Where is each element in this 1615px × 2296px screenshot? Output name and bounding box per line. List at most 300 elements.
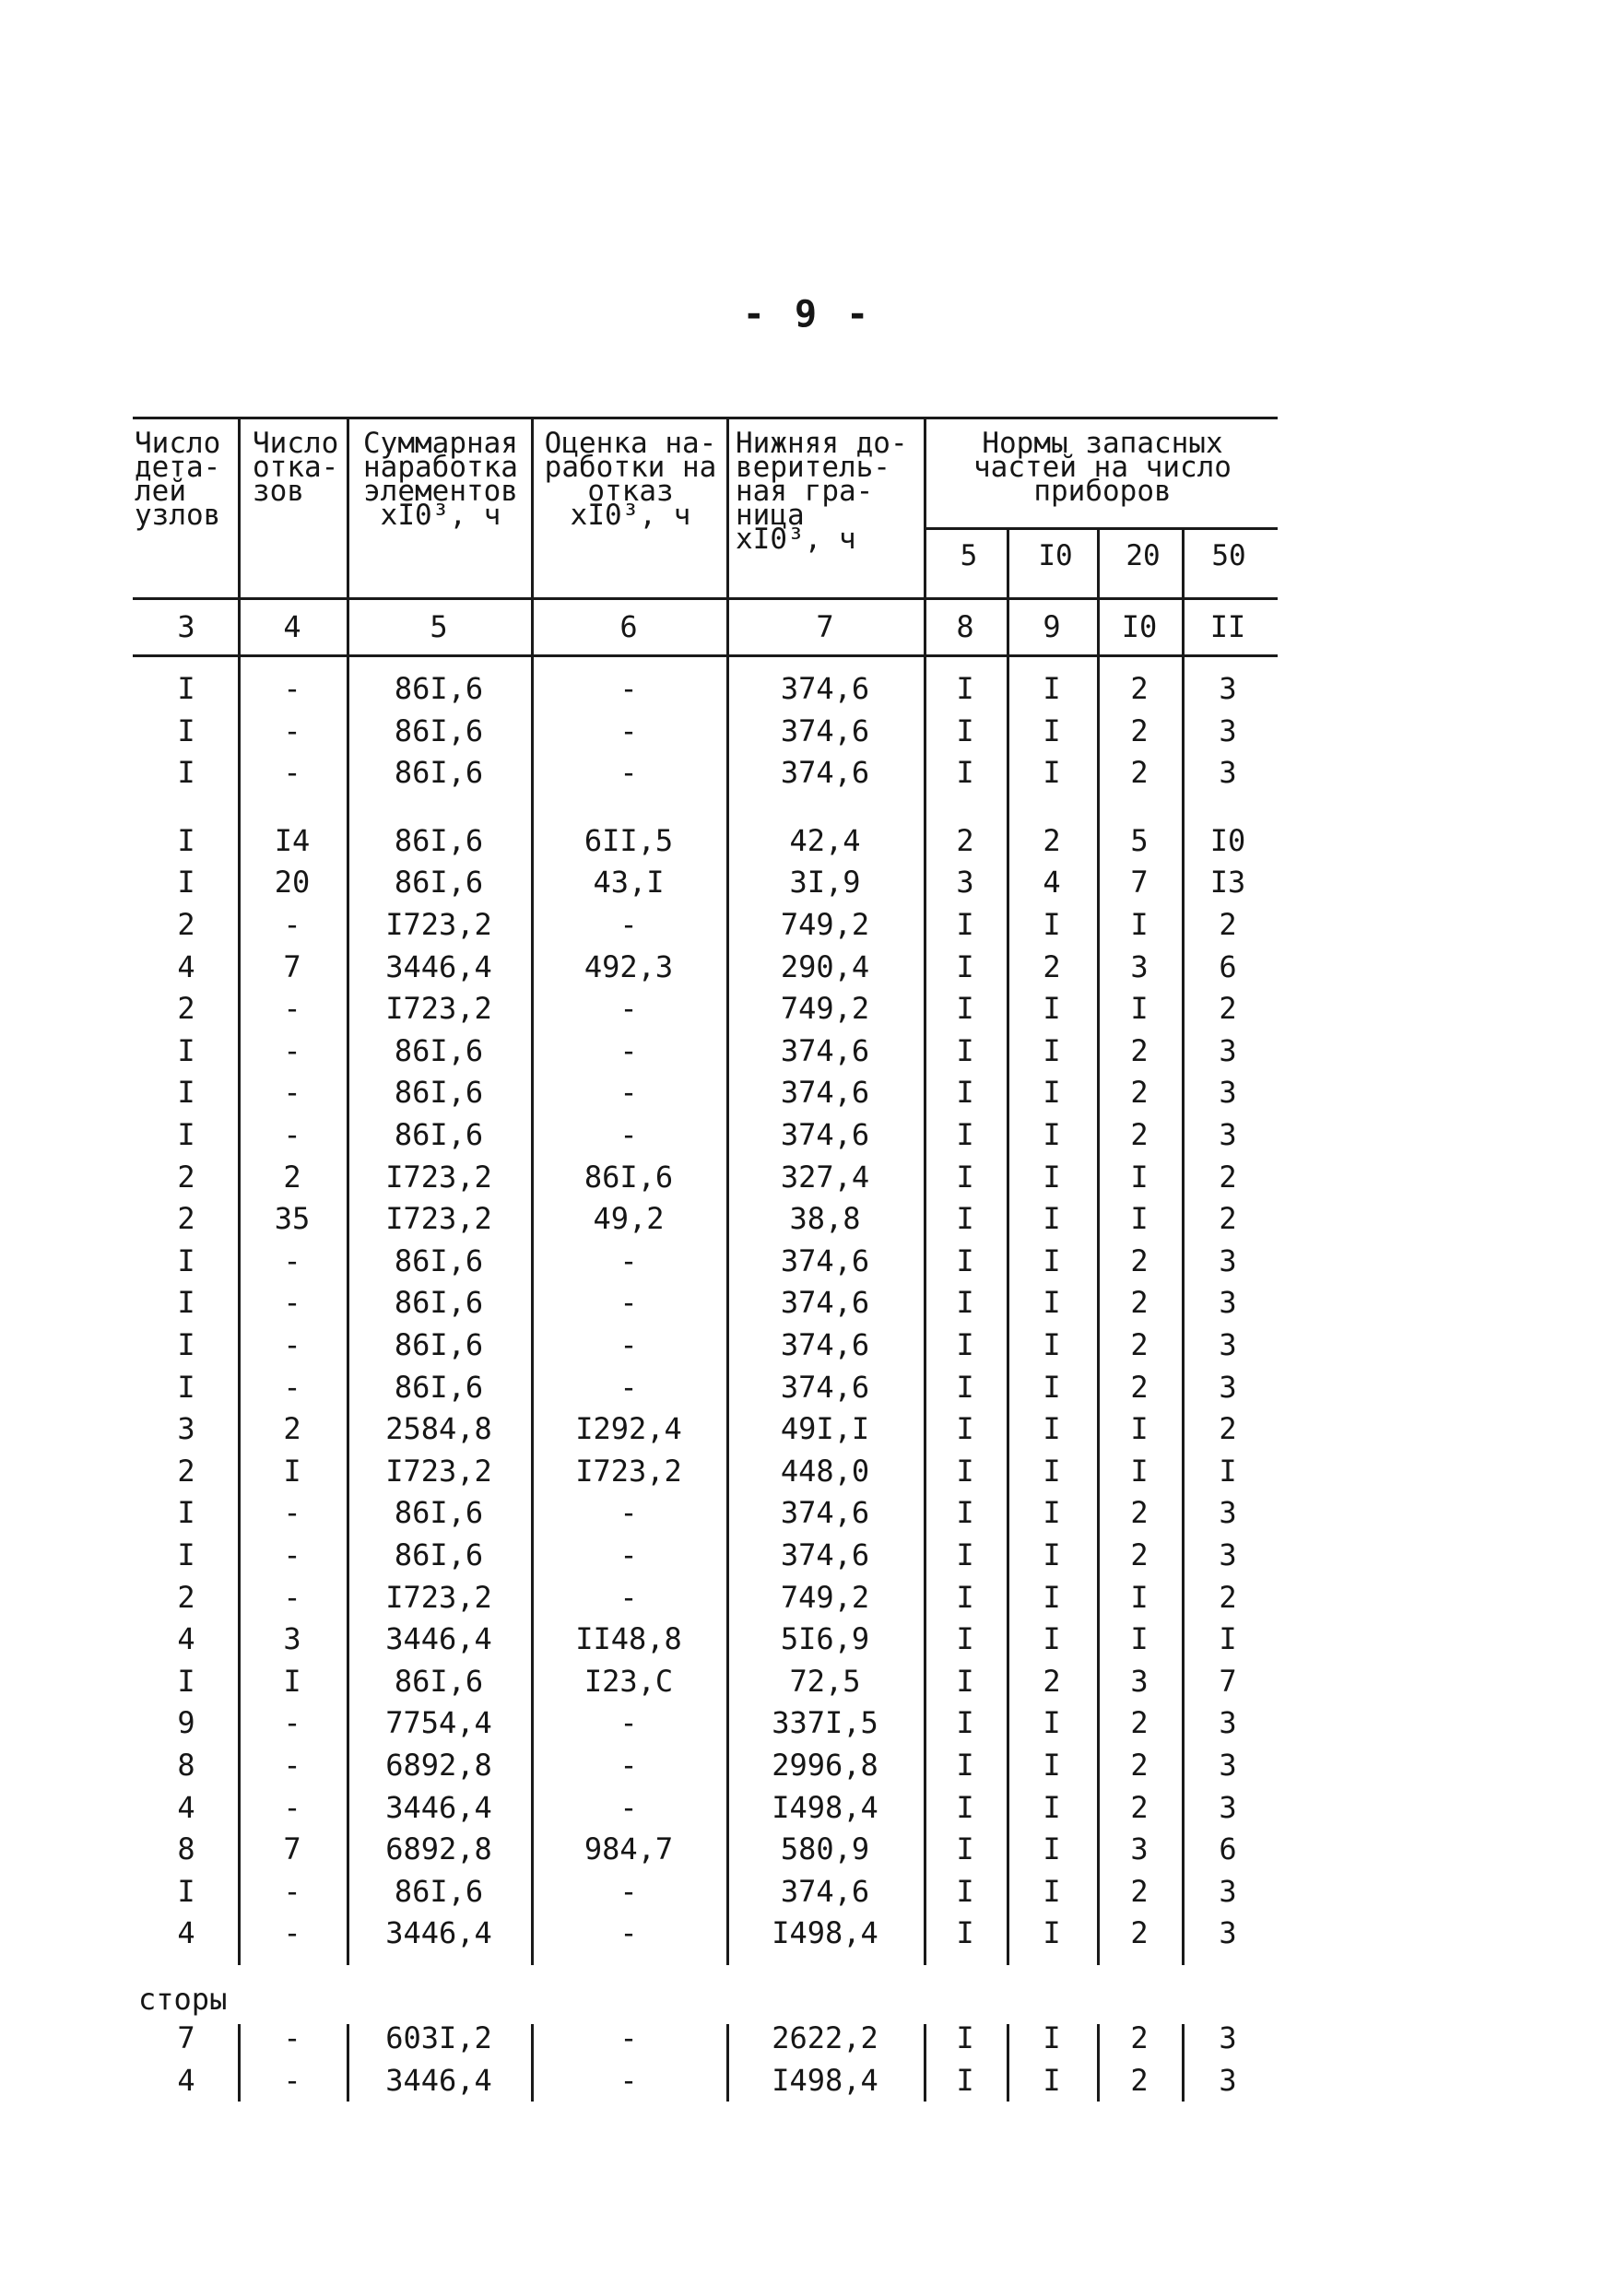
table-cell: I498,4: [772, 1915, 878, 1950]
table-cell: 749,2: [780, 1580, 870, 1615]
section-divider-8: [1182, 2024, 1185, 2102]
header-norm-10: I0: [1038, 539, 1073, 572]
table-cell: 86I,6: [394, 1664, 484, 1699]
table-cell: 86I,6: [394, 823, 484, 858]
table-cell: I: [956, 1748, 974, 1783]
table-cell: -: [619, 1748, 638, 1783]
table-cell: 7: [1219, 1664, 1237, 1699]
table-cell: 749,2: [780, 991, 870, 1026]
table-cell: 374,6: [780, 1243, 870, 1278]
column-number: 5: [430, 609, 448, 644]
table-cell: I: [956, 2063, 974, 2098]
table-cell: I: [956, 1370, 974, 1405]
table-cell: I: [1043, 1454, 1061, 1489]
table-cell: 448,0: [780, 1454, 870, 1489]
table-cell: I: [1043, 1243, 1061, 1278]
table-cell: I: [177, 1033, 195, 1068]
table-cell: 3: [1219, 1285, 1237, 1320]
table-cell: I: [956, 1075, 974, 1110]
table-cell: 3: [1219, 1033, 1237, 1068]
table-cell: I: [1043, 1621, 1061, 1656]
table-cell: -: [283, 1075, 301, 1110]
col-divider-1: [238, 417, 241, 1965]
table-cell: I: [956, 1117, 974, 1152]
table-cell: 49I,I: [780, 1411, 870, 1446]
table-cell: 6II,5: [584, 823, 674, 858]
header-col-6: Оценка на- работки на отказ xI0³, ч: [544, 427, 717, 532]
table-cell: 86I,6: [394, 1370, 484, 1405]
table-cell: 2: [1219, 991, 1237, 1026]
table-cell: 749,2: [780, 907, 870, 942]
col-divider-3: [531, 417, 534, 1965]
table-cell: -: [619, 1075, 638, 1110]
table-cell: -: [619, 1790, 638, 1825]
table-cell: 42,4: [789, 823, 861, 858]
table-cell: I: [1043, 1874, 1061, 1909]
table-cell: 2: [1130, 1243, 1149, 1278]
header-norm-50: 50: [1211, 539, 1246, 572]
table-cell: I: [177, 713, 195, 748]
table-cell: II48,8: [575, 1621, 682, 1656]
table-cell: I: [956, 1705, 974, 1740]
table-cell: -: [619, 1285, 638, 1320]
table-cell: I: [1043, 1117, 1061, 1152]
table-cell: I: [1043, 907, 1061, 942]
col-divider-8: [1182, 527, 1185, 1965]
table-cell: 580,9: [780, 1831, 870, 1866]
table-cell: I: [956, 2020, 974, 2055]
table-cell: 3: [1219, 1874, 1237, 1909]
table-cell: 3: [1219, 2020, 1237, 2055]
table-cell: 5: [1130, 823, 1149, 858]
table-cell: I723,2: [385, 991, 492, 1026]
table-cell: I: [1219, 1621, 1237, 1656]
table-cell: I: [1043, 671, 1061, 706]
table-cell: 374,6: [780, 713, 870, 748]
table-cell: I: [1043, 991, 1061, 1026]
table-cell: I723,2: [385, 907, 492, 942]
table-cell: I498,4: [772, 2063, 878, 2098]
table-cell: 2: [1130, 1705, 1149, 1740]
table-cell: I723,2: [385, 1454, 492, 1489]
column-number: 6: [619, 609, 638, 644]
table-cell: 86I,6: [394, 1033, 484, 1068]
table-cell: I: [1043, 1411, 1061, 1446]
table-cell: 3446,4: [385, 949, 492, 984]
column-number: 9: [1043, 609, 1061, 644]
table-cell: 3: [1219, 1790, 1237, 1825]
table-cell: 2: [1130, 755, 1149, 790]
table-cell: I: [1043, 1285, 1061, 1320]
table-cell: I: [283, 1454, 301, 1489]
table-cell: 3446,4: [385, 1621, 492, 1656]
table-cell: -: [283, 1495, 301, 1530]
section-divider-1: [238, 2024, 241, 2102]
header-col-4: Число отка- зов: [253, 427, 339, 508]
table-cell: 2: [177, 1160, 195, 1195]
table-cell: I4: [274, 823, 311, 858]
table-cell: 374,6: [780, 1033, 870, 1068]
table-cell: 43,I: [593, 865, 665, 900]
table-cell: I: [177, 1285, 195, 1320]
table-cell: I: [1043, 2020, 1061, 2055]
table-cell: 374,6: [780, 1370, 870, 1405]
table-cell: 2: [1219, 1160, 1237, 1195]
table-cell: 2: [1130, 2063, 1149, 2098]
table-cell: 374,6: [780, 1327, 870, 1362]
table-cell: I: [956, 1243, 974, 1278]
table-cell: -: [619, 671, 638, 706]
table-cell: 3: [1219, 1075, 1237, 1110]
table-cell: I: [1130, 991, 1149, 1026]
table-cell: -: [619, 1705, 638, 1740]
table-cell: I: [1043, 1370, 1061, 1405]
table-cell: 2: [1130, 1075, 1149, 1110]
table-cell: 6892,8: [385, 1748, 492, 1783]
table-cell: I: [1130, 1621, 1149, 1656]
table-cell: 2: [1130, 1285, 1149, 1320]
section-divider-4: [726, 2024, 729, 2102]
table-cell: I: [956, 1033, 974, 1068]
table-cell: 4: [177, 1915, 195, 1950]
table-cell: -: [283, 2063, 301, 2098]
table-cell: 7754,4: [385, 1705, 492, 1740]
table-cell: I: [956, 1160, 974, 1195]
table-cell: I: [956, 1664, 974, 1699]
table-cell: -: [283, 2020, 301, 2055]
table-cell: I: [956, 907, 974, 942]
table-cell: I: [1043, 1201, 1061, 1236]
header-norm-5: 5: [960, 539, 978, 572]
table-cell: 86I,6: [584, 1160, 674, 1195]
table-cell: I: [956, 1537, 974, 1572]
table-cell: I: [177, 1664, 195, 1699]
table-cell: I: [1130, 1411, 1149, 1446]
table-cell: I: [1043, 1580, 1061, 1615]
table-cell: 3: [1219, 1117, 1237, 1152]
table-cell: -: [283, 1580, 301, 1615]
table-cell: 2996,8: [772, 1748, 878, 1783]
header-norm-20: 20: [1126, 539, 1161, 572]
table-cell: 2: [1219, 1411, 1237, 1446]
table-cell: -: [283, 1705, 301, 1740]
table-cell: I: [1130, 1454, 1149, 1489]
table-cell: -: [283, 1285, 301, 1320]
table-cell: 374,6: [780, 1075, 870, 1110]
table-cell: -: [283, 1033, 301, 1068]
table-cell: I: [1043, 713, 1061, 748]
table-cell: I: [956, 1201, 974, 1236]
section-divider-2: [347, 2024, 349, 2102]
table-cell: 2: [1043, 823, 1061, 858]
header-norms: Нормы запасных частей на число приборов: [973, 427, 1232, 508]
table-cell: 2: [283, 1160, 301, 1195]
table-cell: 3: [1219, 1748, 1237, 1783]
table-cell: 2: [1130, 1117, 1149, 1152]
table-cell: 6: [1219, 1831, 1237, 1866]
table-cell: I498,4: [772, 1790, 878, 1825]
table-cell: 374,6: [780, 1495, 870, 1530]
table-cell: 2: [1219, 1201, 1237, 1236]
table-cell: I: [1043, 1915, 1061, 1950]
table-cell: I: [177, 865, 195, 900]
table-cell: I: [1130, 1580, 1149, 1615]
table-cell: I: [177, 1495, 195, 1530]
table-cell: -: [283, 991, 301, 1026]
table-cell: -: [283, 1243, 301, 1278]
table-cell: I: [956, 1580, 974, 1615]
table-cell: 374,6: [780, 755, 870, 790]
table-cell: 3446,4: [385, 2063, 492, 2098]
col-divider-6: [1007, 527, 1009, 1965]
table-cell: 7: [1130, 865, 1149, 900]
table-cell: 2: [1130, 1790, 1149, 1825]
table-cell: 2: [1130, 1370, 1149, 1405]
table-cell: 984,7: [584, 1831, 674, 1866]
table-cell: -: [283, 1748, 301, 1783]
header-col-5: Суммарная наработка элементов xI0³, ч: [363, 427, 518, 532]
table-cell: I: [177, 671, 195, 706]
table-cell: -: [619, 1537, 638, 1572]
table-cell: 2: [177, 907, 195, 942]
table-cell: 374,6: [780, 1285, 870, 1320]
table-cell: -: [283, 1537, 301, 1572]
table-cell: 3: [1219, 1243, 1237, 1278]
table-cell: -: [283, 755, 301, 790]
table-cell: 7: [283, 949, 301, 984]
table-cell: -: [283, 1117, 301, 1152]
table-cell: 3446,4: [385, 1790, 492, 1825]
table-cell: -: [619, 2020, 638, 2055]
table-cell: I: [177, 1370, 195, 1405]
column-number: 8: [956, 609, 974, 644]
table-top-rule: [133, 417, 1278, 419]
column-number: 4: [283, 609, 301, 644]
table-cell: 3: [1219, 1537, 1237, 1572]
section-divider-3: [531, 2024, 534, 2102]
table-cell: 2: [1043, 949, 1061, 984]
table-cell: 2: [177, 991, 195, 1026]
table-cell: I: [1043, 1537, 1061, 1572]
table-cell: -: [283, 1790, 301, 1825]
table-cell: I: [1130, 1201, 1149, 1236]
table-cell: 86I,6: [394, 1874, 484, 1909]
table-cell: 35: [274, 1201, 311, 1236]
table-cell: 337I,5: [772, 1705, 878, 1740]
table-cell: I: [956, 713, 974, 748]
section-divider-6: [1007, 2024, 1009, 2102]
table-cell: 3446,4: [385, 1915, 492, 1950]
table-cell: -: [283, 1915, 301, 1950]
table-cell: I: [1219, 1454, 1237, 1489]
table-cell: -: [283, 671, 301, 706]
table-cell: 3: [177, 1411, 195, 1446]
table-cell: I: [956, 991, 974, 1026]
table-cell: 2: [1130, 713, 1149, 748]
col-divider-5: [924, 417, 926, 1965]
table-cell: 3: [1219, 1370, 1237, 1405]
table-cell: I: [177, 755, 195, 790]
table-cell: 4: [1043, 865, 1061, 900]
table-cell: 2: [1130, 1537, 1149, 1572]
table-cell: 374,6: [780, 1874, 870, 1909]
table-cell: 38,8: [789, 1201, 861, 1236]
table-cell: 3: [1130, 1664, 1149, 1699]
table-cell: 2: [1219, 1580, 1237, 1615]
table-cell: 492,3: [584, 949, 674, 984]
table-cell: -: [619, 2063, 638, 2098]
table-cell: I723,2: [385, 1160, 492, 1195]
table-cell: I3: [1209, 865, 1246, 900]
table-cell: 3: [1130, 949, 1149, 984]
table-cell: 2: [1130, 1495, 1149, 1530]
header-col-3: Число дета- лей узлов: [135, 427, 221, 532]
table-cell: 3: [1219, 671, 1237, 706]
table-cell: 86I,6: [394, 755, 484, 790]
table-cell: 6: [1219, 949, 1237, 984]
table-cell: -: [619, 1327, 638, 1362]
table-cell: 7: [177, 2020, 195, 2055]
table-cell: I723,2: [385, 1580, 492, 1615]
table-cell: 49,2: [593, 1201, 665, 1236]
table-cell: I: [283, 1664, 301, 1699]
table-cell: 9: [177, 1705, 195, 1740]
table-cell: 3: [283, 1621, 301, 1656]
table-cell: 86I,6: [394, 1327, 484, 1362]
col-divider-7: [1097, 527, 1100, 1965]
section-divider-5: [924, 2024, 926, 2102]
table-cell: I: [956, 1790, 974, 1825]
table-cell: I: [177, 1327, 195, 1362]
table-cell: 3: [1219, 1915, 1237, 1950]
table-cell: I23,C: [584, 1664, 674, 1699]
table-cell: 2: [1130, 671, 1149, 706]
col-divider-4: [726, 417, 729, 1965]
table-cell: I: [1043, 1160, 1061, 1195]
table-cell: 4: [177, 1790, 195, 1825]
table-cell: I: [1043, 1327, 1061, 1362]
table-cell: 2: [283, 1411, 301, 1446]
table-cell: 7: [283, 1831, 301, 1866]
table-cell: I: [1043, 1790, 1061, 1825]
table-cell: I0: [1209, 823, 1246, 858]
column-number: I0: [1121, 609, 1158, 644]
table-cell: 4: [177, 2063, 195, 2098]
table-cell: I: [1130, 907, 1149, 942]
table-cell: 2: [177, 1580, 195, 1615]
table-cell: I: [956, 1621, 974, 1656]
table-cell: I: [956, 1495, 974, 1530]
table-cell: 86I,6: [394, 865, 484, 900]
table-cell: I: [1043, 1033, 1061, 1068]
table-cell: -: [619, 907, 638, 942]
table-cell: 374,6: [780, 1117, 870, 1152]
table-cell: 327,4: [780, 1160, 870, 1195]
table-cell: 3: [1219, 2063, 1237, 2098]
table-cell: -: [619, 1580, 638, 1615]
table-cell: I: [956, 671, 974, 706]
table-cell: 2: [1130, 1748, 1149, 1783]
table-cell: 2: [177, 1454, 195, 1489]
table-cell: -: [283, 1370, 301, 1405]
table-cell: I: [1043, 755, 1061, 790]
table-cell: 2: [1130, 1327, 1149, 1362]
table-cell: 4: [177, 949, 195, 984]
table-cell: 3: [1219, 1705, 1237, 1740]
table-cell: 2: [1130, 1915, 1149, 1950]
table-cell: I723,2: [575, 1454, 682, 1489]
table-cell: 6892,8: [385, 1831, 492, 1866]
col-divider-2: [347, 417, 349, 1965]
table-cell: -: [619, 1243, 638, 1278]
table-cell: 8: [177, 1748, 195, 1783]
table-cell: 86I,6: [394, 1243, 484, 1278]
table-cell: -: [283, 713, 301, 748]
table-cell: -: [619, 713, 638, 748]
table-cell: 374,6: [780, 671, 870, 706]
table-cell: 86I,6: [394, 1285, 484, 1320]
table-cell: I: [1043, 1705, 1061, 1740]
table-cell: -: [619, 1033, 638, 1068]
table-cell: 3I,9: [789, 865, 861, 900]
table-cell: I: [956, 1454, 974, 1489]
table-cell: I: [956, 949, 974, 984]
table-cell: -: [619, 1915, 638, 1950]
table-cell: 2: [1043, 1664, 1061, 1699]
table-cell: 2: [177, 1201, 195, 1236]
table-cell: 2: [1130, 2020, 1149, 2055]
table-cell: I: [1043, 1075, 1061, 1110]
table-cell: 86I,6: [394, 1075, 484, 1110]
table-cell: I: [956, 1285, 974, 1320]
table-cell: 2: [1130, 1033, 1149, 1068]
table-cell: I: [1043, 1495, 1061, 1530]
table-cell: 20: [274, 865, 311, 900]
header-bottom-rule: [133, 597, 1278, 600]
table-cell: 2: [956, 823, 974, 858]
section-divider-7: [1097, 2024, 1100, 2102]
table-cell: 86I,6: [394, 713, 484, 748]
table-cell: I723,2: [385, 1201, 492, 1236]
page-number: - 9 -: [742, 293, 873, 336]
colnum-bottom-rule: [133, 654, 1278, 657]
table-cell: 5I6,9: [780, 1621, 870, 1656]
table-cell: I292,4: [575, 1411, 682, 1446]
table-cell: 3: [1219, 713, 1237, 748]
table-cell: I: [1043, 1748, 1061, 1783]
norms-subheader-rule: [925, 527, 1278, 530]
column-number: 7: [816, 609, 834, 644]
table-cell: -: [283, 1327, 301, 1362]
table-cell: 603I,2: [385, 2020, 492, 2055]
table-cell: 3: [1219, 1327, 1237, 1362]
table-cell: 3: [956, 865, 974, 900]
table-cell: 2584,8: [385, 1411, 492, 1446]
table-cell: 2622,2: [772, 2020, 878, 2055]
table-cell: 86I,6: [394, 671, 484, 706]
table-cell: I: [956, 1874, 974, 1909]
table-cell: 4: [177, 1621, 195, 1656]
table-cell: I: [1043, 1831, 1061, 1866]
table-cell: 3: [1130, 1831, 1149, 1866]
table-cell: I: [1043, 2063, 1061, 2098]
table-cell: -: [619, 991, 638, 1026]
table-cell: 374,6: [780, 1537, 870, 1572]
table-cell: I: [956, 1831, 974, 1866]
table-cell: I: [1130, 1160, 1149, 1195]
table-cell: -: [283, 907, 301, 942]
table-cell: 2: [1130, 1874, 1149, 1909]
